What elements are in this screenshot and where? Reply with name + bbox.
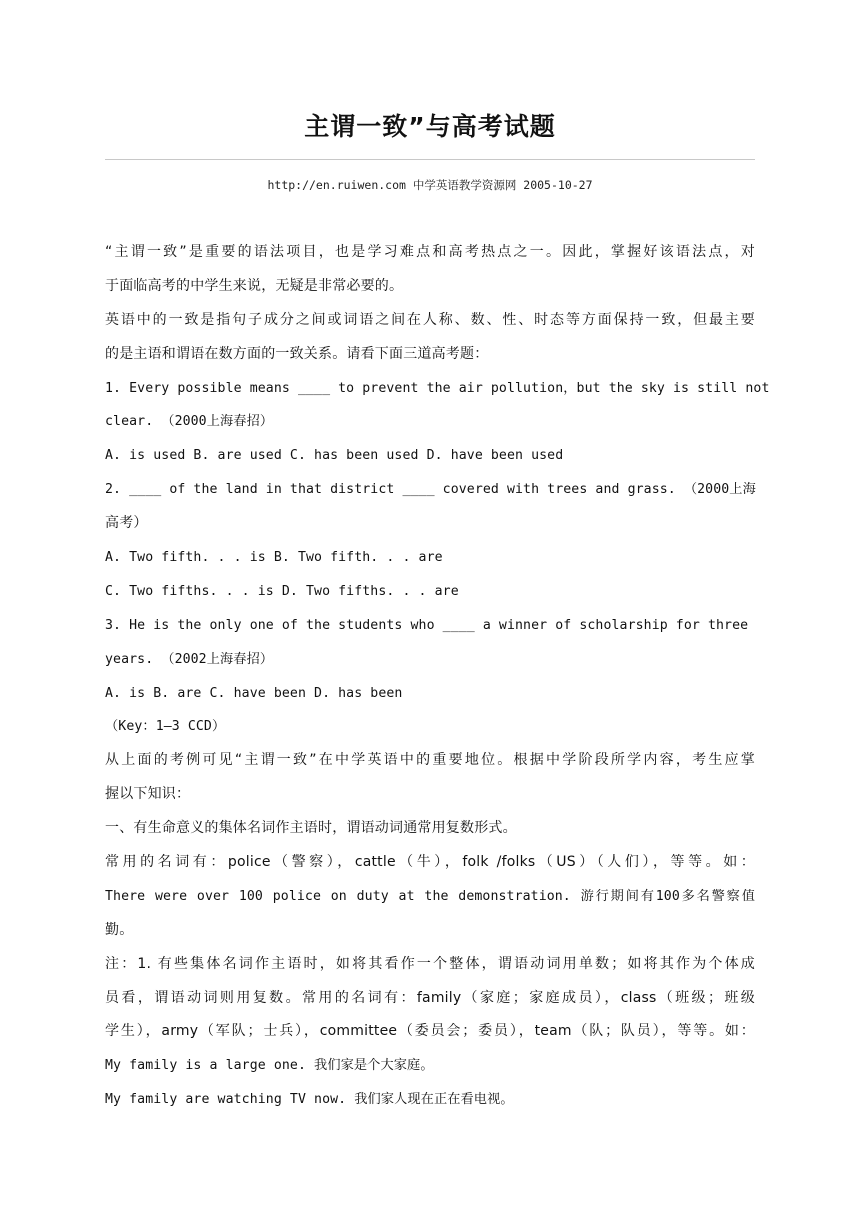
text-line: 从上面的考例可见“主谓一致”在中学英语中的重要地位。根据中学阶段所学内容，考生应掌	[105, 752, 755, 769]
source-and-date: http://en.ruiwen.com 中学英语教学资源网 2005-10-27	[267, 178, 593, 192]
question-2: 2. ____ of the land in that district ____ covered with trees and grass. （2000上海	[105, 482, 756, 498]
text-line: 员看，谓语动词则用复数。常用的名词有：family（家庭；家庭成员），class（班级；班级	[105, 989, 755, 1006]
text-line: 的是主语和谓语在数方面的一致关系。请看下面三道高考题：	[105, 345, 489, 362]
answer-options-1: A. is used B. are used C. has been used D. have been used	[105, 448, 564, 464]
text-line: 英语中的一致是指句子成分之间或词语之间在人称、数、性、时态等方面保持一致，但最主要	[105, 311, 755, 328]
text-line: clear. （2000上海春招）	[105, 414, 274, 430]
answer-key: （Key：1—3 CCD）	[105, 719, 226, 735]
question-3: 3. He is the only one of the students who ____ a winner of scholarship for three	[105, 617, 749, 633]
text-line: 高考）	[105, 515, 148, 532]
answer-options-2b: C. Two fifths. . . is D. Two fifths. . . are	[105, 583, 459, 599]
text-line: “主谓一致”是重要的语法项目，也是学习难点和高考热点之一。因此，掌握好该语法点，对	[105, 244, 755, 260]
text-line: 学生），army（军队；士兵），committee（委员会；委员），team（队；队员），等等。如：	[105, 1023, 755, 1040]
text-line: 常用的名词有：police（警察），cattle（牛），folk /folks（US）（人们），等等。如：	[105, 854, 755, 871]
note-line: 注：1. 有些集体名词作主语时，如将其看作一个整体，谓语动词用单数；如将其作为个体成	[105, 955, 755, 972]
title-divider	[105, 159, 755, 160]
answer-options-3: A. is B. are C. have been D. has been	[105, 685, 403, 701]
text-line: 于面临高考的中学生来说，无疑是非常必要的。	[105, 277, 404, 294]
question-1: 1. Every possible means ____ to prevent the air pollution，but the sky is still not	[105, 380, 770, 396]
example-sentence: There were over 100 police on duty at the demonstration. 游行期间有100多名警察值	[105, 888, 755, 904]
document-title: 主谓一致”与高考试题	[304, 112, 556, 141]
text-line: 握以下知识：	[105, 786, 191, 803]
example-sentence: My family is a large one. 我们家是个大家庭。	[105, 1058, 434, 1074]
section-heading: 一、有生命意义的集体名词作主语时，谓语动词通常用复数形式。	[105, 820, 517, 837]
text-line: 勤。	[105, 921, 134, 938]
text-line: years. （2002上海春招）	[105, 651, 274, 667]
article-body	[105, 236, 770, 1117]
example-sentence: My family are watching TV now. 我们家人现在正在看电视。	[105, 1092, 514, 1108]
answer-options-2a: A. Two fifth. . . is B. Two fifth. . . are	[105, 550, 443, 566]
